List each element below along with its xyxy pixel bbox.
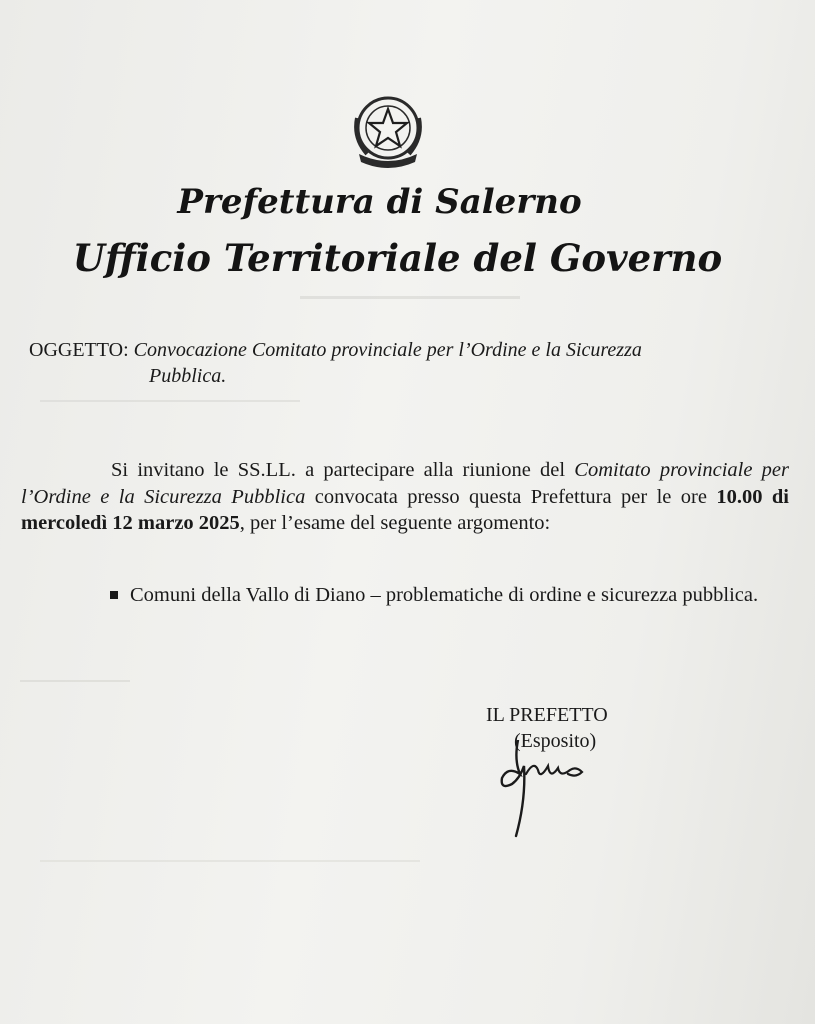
bleed-through-ghost	[300, 296, 520, 313]
subject-line	[29, 337, 789, 389]
committee-name: Comitato provinciale per l’Ordine e la Sicurezza Pubblica	[21, 459, 789, 508]
bleed-through-ghost	[40, 400, 300, 412]
handwritten-signature	[490, 740, 610, 850]
office-name-heading: Prefettura di Salerno	[177, 182, 582, 222]
meeting-datetime: 10.00 di mercoledì 12 marzo 2025	[21, 485, 789, 534]
signatory-title: IL PREFETTO	[486, 704, 608, 726]
agenda-item	[130, 582, 770, 609]
emblem-italian-republic-icon	[345, 88, 431, 174]
office-subtitle-heading: Ufficio Territoriale del Governo	[72, 236, 723, 280]
bleed-through-ghost	[40, 860, 420, 872]
subject-text-continued: Pubblica.	[149, 365, 227, 387]
body-text-part: , per l’esame del seguente argomento:	[239, 512, 551, 534]
signatory-name: (Esposito)	[514, 730, 597, 752]
agenda-item-text: Comuni della Vallo di Diano – problematiche di ordine e sicurezza pubblica.	[130, 584, 759, 606]
body-paragraph	[21, 457, 789, 537]
subject-text: Convocazione Comitato provinciale per l’Ordine e la Sicurezza	[133, 339, 642, 361]
body-text-part: Si invitano le SS.LL. a partecipare alla riunione del	[111, 459, 575, 481]
body-text-part: convocata presso questa Prefettura per le ore	[305, 485, 717, 508]
subject-label: OGGETTO:	[29, 339, 129, 361]
bullet-square-icon	[110, 591, 118, 599]
bleed-through-ghost	[20, 680, 130, 692]
